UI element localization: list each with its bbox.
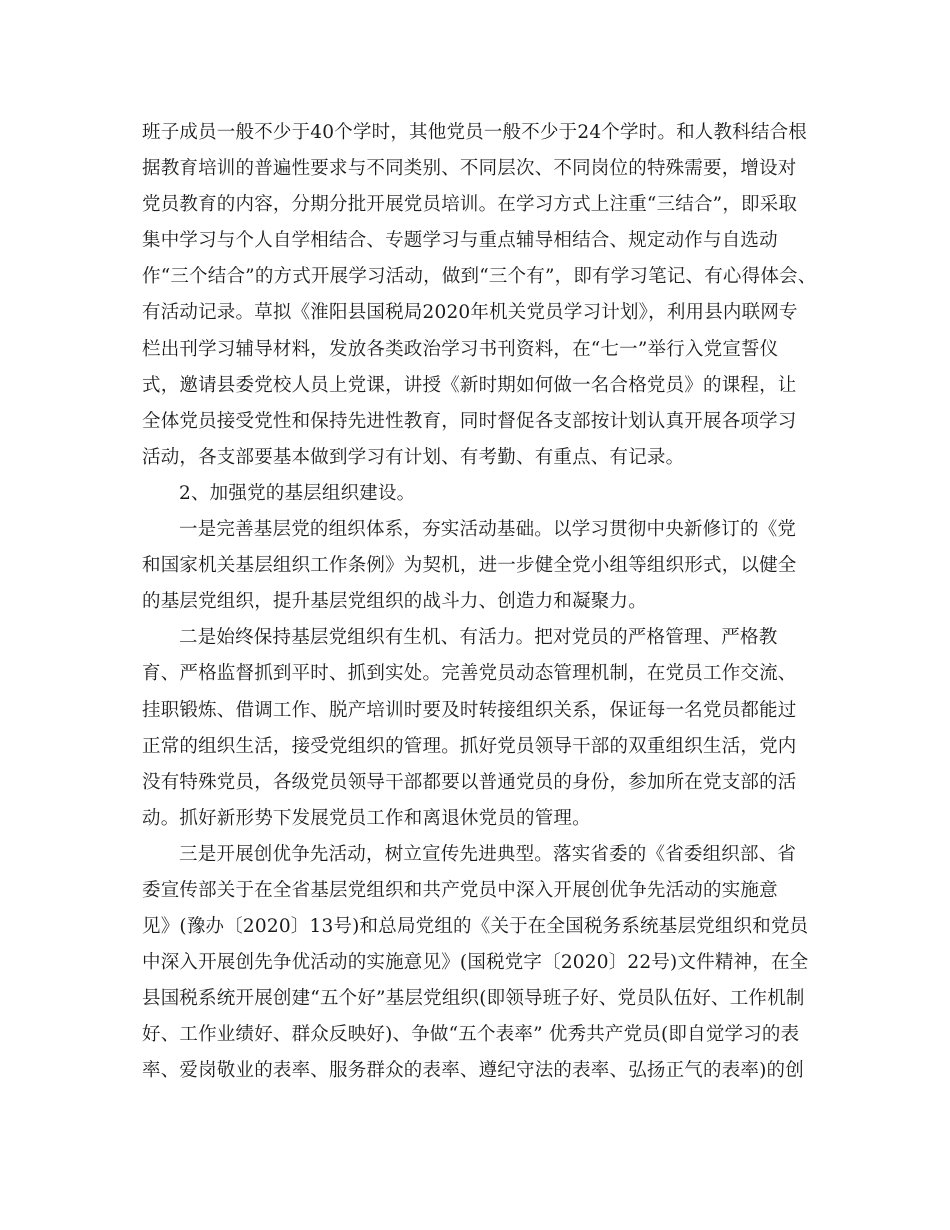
text-line: 中深入开展创先争优活动的实施意见》(国税党字〔2020〕22号)文件精神，在全	[142, 952, 809, 974]
text-line: 作“三个结合”的方式开展学习活动，做到“三个有”，即有学习笔记、有心得体会、	[142, 266, 817, 288]
text-line: 的基层党组织，提升基层党组织的战斗力、创造力和凝聚力。	[142, 591, 647, 613]
text-line: 动。抓好新形势下发展党员工作和离退休党员的管理。	[142, 807, 591, 829]
text-line: 三是开展创优争先活动，树立宣传先进典型。落实省委的《省委组织部、省	[179, 843, 797, 865]
text-line: 集中学习与个人自学相结合、专题学习与重点辅导相结合、规定动作与自选动	[142, 230, 778, 252]
text-line: 有活动记录。草拟《淮阳县国税局2020年机关党员学习计划》，利用县内联网专	[142, 302, 798, 324]
text-line: 和国家机关基层组织工作条例》为契机，进一步健全党小组等组织形式，以健全	[142, 555, 797, 577]
text-line: 率、爱岗敬业的表率、服务群众的表率、遵纪守法的表率、弘扬正气的表率)的创	[142, 1060, 804, 1082]
text-line: 式，邀请县委党校人员上党课，讲授《新时期如何做一名合格党员》的课程，让	[142, 374, 797, 396]
text-line: 二是始终保持基层党组织有生机、有活力。把对党员的严格管理、严格教	[179, 627, 778, 649]
text-line: 据教育培训的普遍性要求与不同类别、不同层次、不同岗位的特殊需要，增设对	[142, 158, 797, 180]
text-line: 2、加强党的基层组织建设。	[179, 482, 416, 504]
text-line: 没有特殊党员，各级党员领导干部都要以普通党员的身份，参加所在党支部的活	[142, 771, 797, 793]
text-line: 全体党员接受党性和保持先进性教育，同时督促各支部按计划认真开展各项学习	[142, 410, 797, 432]
text-line: 活动，各支部要基本做到学习有计划、有考勤、有重点、有记录。	[142, 446, 685, 468]
text-line: 栏出刊学习辅导材料，发放各类政治学习书刊资料，在“七一”举行入党宣誓仪	[142, 338, 779, 360]
text-line: 县国税系统开展创建“五个好”基层党组织(即领导班子好、党员队伍好、工作机制	[142, 988, 805, 1010]
text-line: 见》(豫办〔2020〕13号)和总局党组的《关于在全国税务系统基层党组织和党员	[142, 916, 809, 938]
text-line: 委宣传部关于在全省基层党组织和共产党员中深入开展创优争先活动的实施意	[142, 879, 778, 901]
text-line: 正常的组织生活，接受党组织的管理。抓好党员领导干部的双重组织生活，党内	[142, 735, 797, 757]
text-line: 好、工作业绩好、群众反映好)、争做“五个表率” 优秀共产党员(即自觉学习的表	[142, 1024, 800, 1046]
text-line: 班子成员一般不少于40个学时，其他党员一般不少于24个学时。和人教科结合根	[142, 122, 807, 143]
document-body-text	[142, 115, 817, 1090]
text-line: 育、严格监督抓到平时、抓到实处。完善党员动态管理机制，在党员工作交流、	[142, 663, 797, 685]
text-line: 挂职锻炼、借调工作、脱产培训时要及时转接组织关系，保证每一名党员都能过	[142, 699, 797, 721]
text-line: 党员教育的内容，分期分批开展党员培训。在学习方式上注重“三结合”，即采取	[142, 194, 798, 216]
text-line: 一是完善基层党的组织体系，夯实活动基础。以学习贯彻中央新修订的《党	[179, 519, 797, 541]
